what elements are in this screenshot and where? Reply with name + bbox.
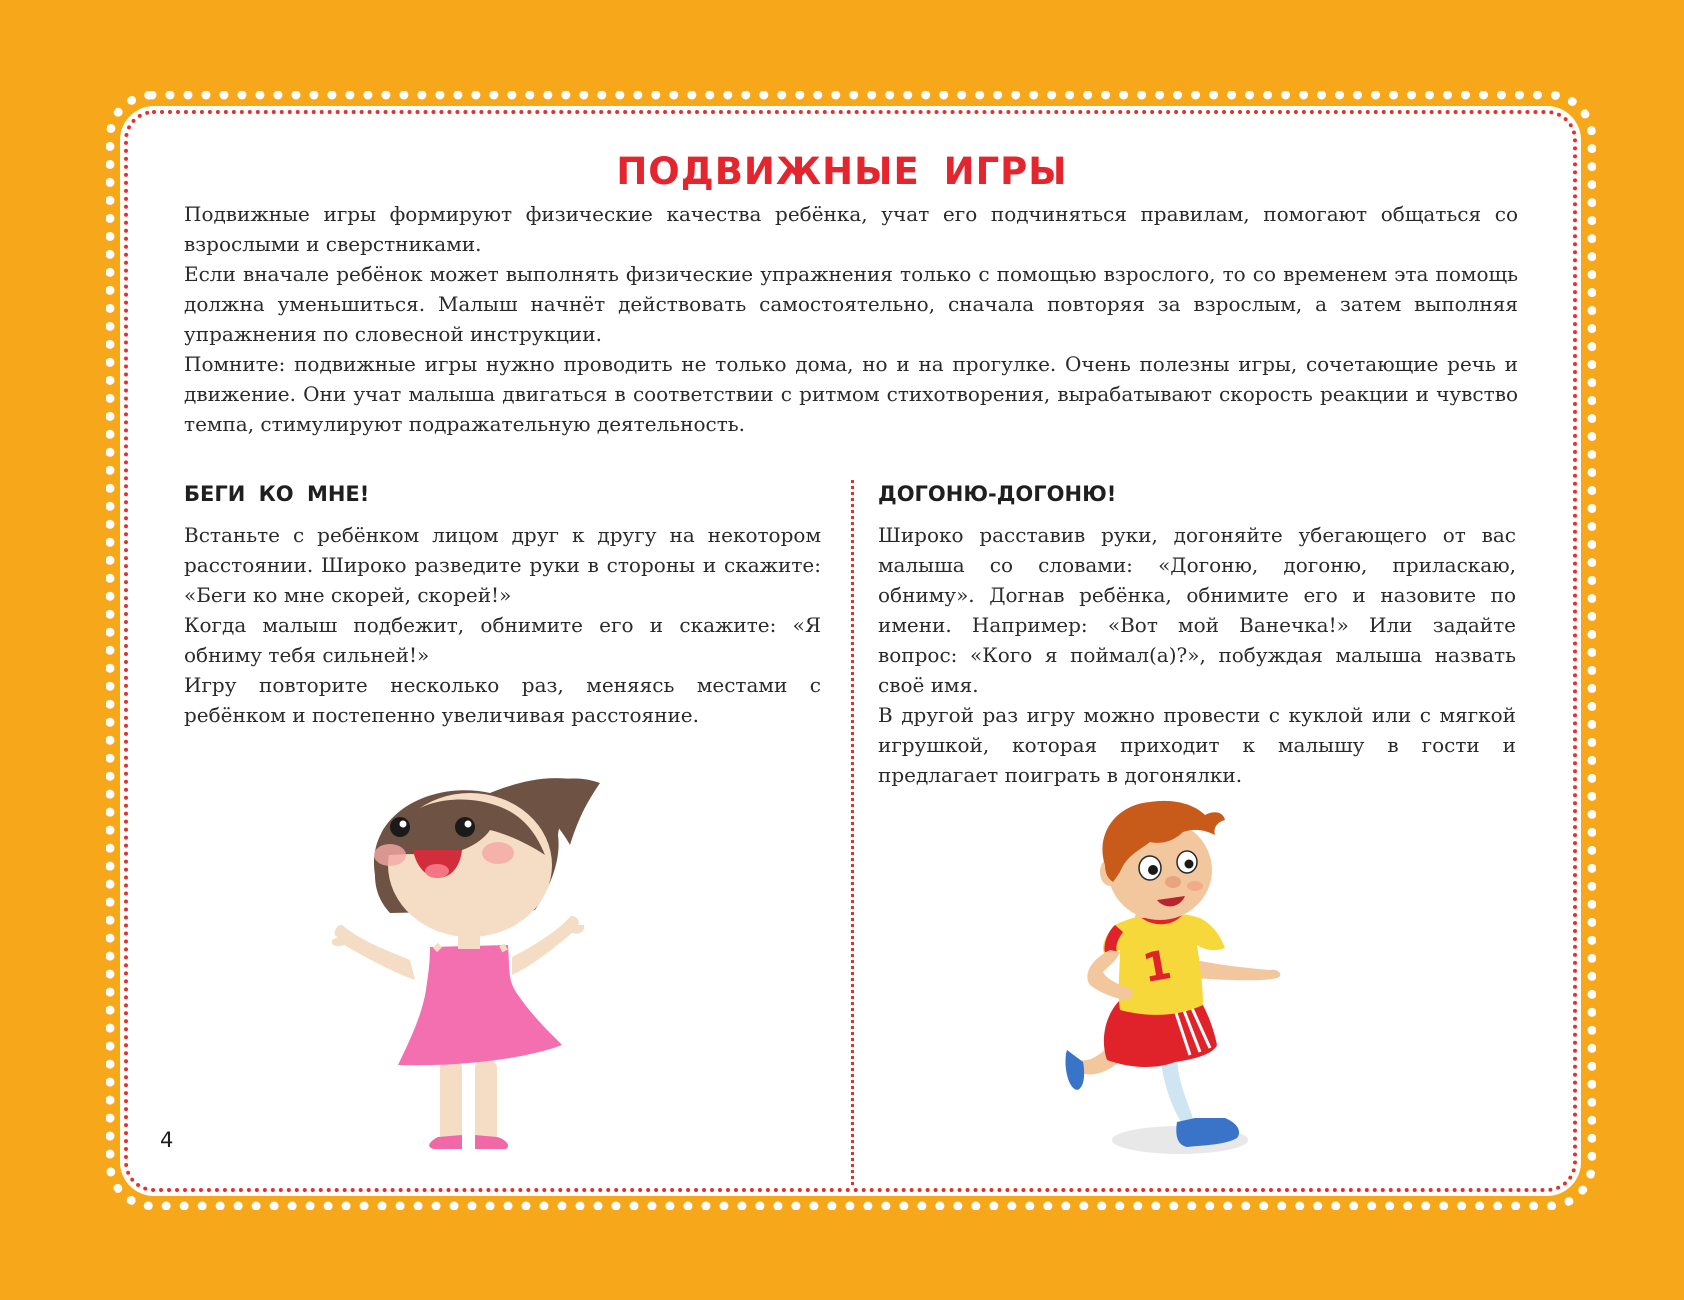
shirt-number: 1 [1139, 941, 1175, 993]
left-game-text [184, 520, 821, 730]
intro-paragraph: Подвижные игры формируют физические качества ребёнка, учат его подчиняться правилам, помогают общаться со взрослыми и сверстниками. [184, 202, 1518, 256]
left-paragraph: Встаньте с ребёнком лицом друг к другу на некотором расстоянии. Широко разведите руки в стороны и скажите: «Беги ко мне скорей, скорей!» [184, 523, 821, 607]
page-number: 4 [160, 1128, 174, 1152]
right-paragraph: В другой раз игру можно провести с куклой или с мягкой игрушкой, которая приходит к малышу в гости и предлагает поиграть в догонялки. [878, 703, 1516, 787]
column-divider [851, 480, 854, 1185]
right-game-text [878, 520, 1516, 790]
girl-illustration [330, 775, 610, 1150]
intro-paragraph: Если вначале ребёнок может выполнять физические упражнения только с помощью взрослого, то со временем эта помощь должна уменьшиться. Малыш начнёт действовать самостоятельно, сначала повторяя за взрослым, а затем выполняя упражнения по словесной инструкции. [184, 262, 1518, 346]
left-game-heading: БЕГИ КО МНЕ! [184, 482, 370, 506]
intro-paragraph: Помните: подвижные игры нужно проводить не только дома, но и на прогулке. Очень полезны игры, сочетающие речь и движение. Они учат малыша двигаться в соответствии с ритмом стихотворения, вырабатывают скорость реакции и чувство темпа, стимулируют подражательную деятельность. [184, 352, 1518, 436]
left-paragraph: Когда малыш подбежит, обнимите его и скажите: «Я обниму тебя сильней!» [184, 613, 821, 667]
left-paragraph: Игру повторите несколько раз, меняясь местами с ребёнком и постепенно увеличивая расстояние. [184, 673, 821, 727]
intro-text [184, 199, 1518, 439]
right-game-heading: ДОГОНЮ-ДОГОНЮ! [878, 482, 1117, 506]
right-paragraph: Широко расставив руки, догоняйте убегающего от вас малыша со словами: «Догоню, догоню, приласкаю, обниму». Догнав ребёнка, обнимите его и назовите по имени. Например: «Вот мой Ванечка!» Или задайте вопрос: «Кого я поймал(а)?», побуждая малыша назвать своё имя. [878, 523, 1516, 697]
page-title: ПОДВИЖНЫЕ ИГРЫ [616, 150, 1068, 193]
boy-illustration [1065, 800, 1290, 1165]
